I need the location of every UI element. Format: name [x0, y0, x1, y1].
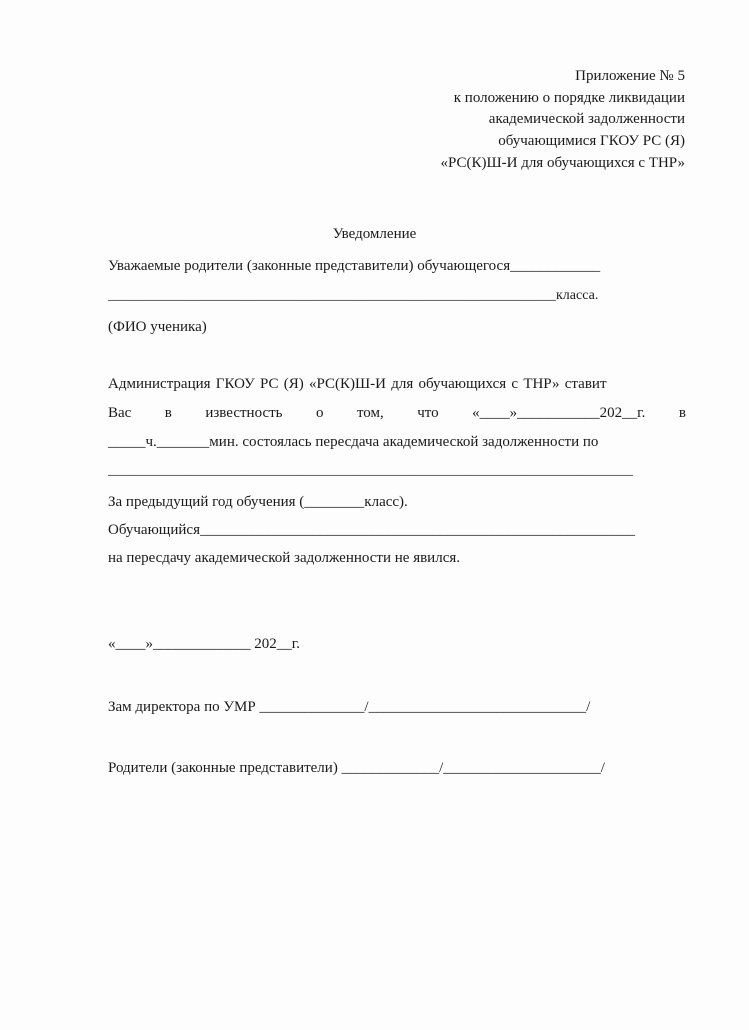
body-line-time: _____ч._______мин. состоялась пересдача академической задолженности по: [108, 434, 599, 450]
word-chto: что: [417, 405, 439, 421]
word-v2: в: [678, 405, 686, 421]
header-line-appendix: Приложение № 5: [575, 68, 685, 84]
body-line-class: ________________________________________________________________класса.: [108, 288, 599, 303]
header-line-debt: академической задолженности: [488, 111, 685, 127]
body-line-notice: [108, 403, 686, 423]
word-v: в: [164, 405, 172, 421]
header-line-school: «РС(К)Ш-И для обучающихся с ТНР»: [440, 155, 685, 171]
header-line-regulation: к положению о порядке ликвидации: [453, 90, 685, 106]
signature-parents: Родители (законные представители) _____________/_____________________/: [108, 760, 605, 776]
word-vas: Вас: [108, 405, 132, 421]
header-line-students: обучающимися ГКОУ РС (Я): [498, 133, 685, 149]
word-o: о: [315, 405, 324, 421]
signature-deputy-director: Зам директора по УМР ______________/_____________________________/: [108, 699, 591, 715]
body-line-student-name-caption: (ФИО ученика): [108, 319, 207, 335]
body-line-greeting: Уважаемые родители (законные представители) обучающегося____________: [108, 258, 601, 274]
body-line-previous-year: За предыдущий год обучения (________класс).: [108, 494, 408, 510]
body-line-subject-blank: ___________________________________________________________________________: [108, 463, 633, 478]
word-tom: том,: [356, 405, 384, 421]
document-title: Уведомление: [332, 226, 417, 242]
body-line-student: Обучающийся__________________________________________________________: [108, 522, 635, 538]
word-izvestnost: известность: [205, 405, 283, 421]
body-line-administration: Администрация ГКОУ РС (Я) «РС(К)Ш-И для обучающихся с ТНР» ставит: [108, 376, 607, 392]
date-blank: «____»___________202__г.: [472, 405, 646, 421]
body-line-absent: на пересдачу академической задолженности не явился.: [108, 550, 460, 566]
date-line: «____»_____________ 202__г.: [108, 636, 300, 652]
